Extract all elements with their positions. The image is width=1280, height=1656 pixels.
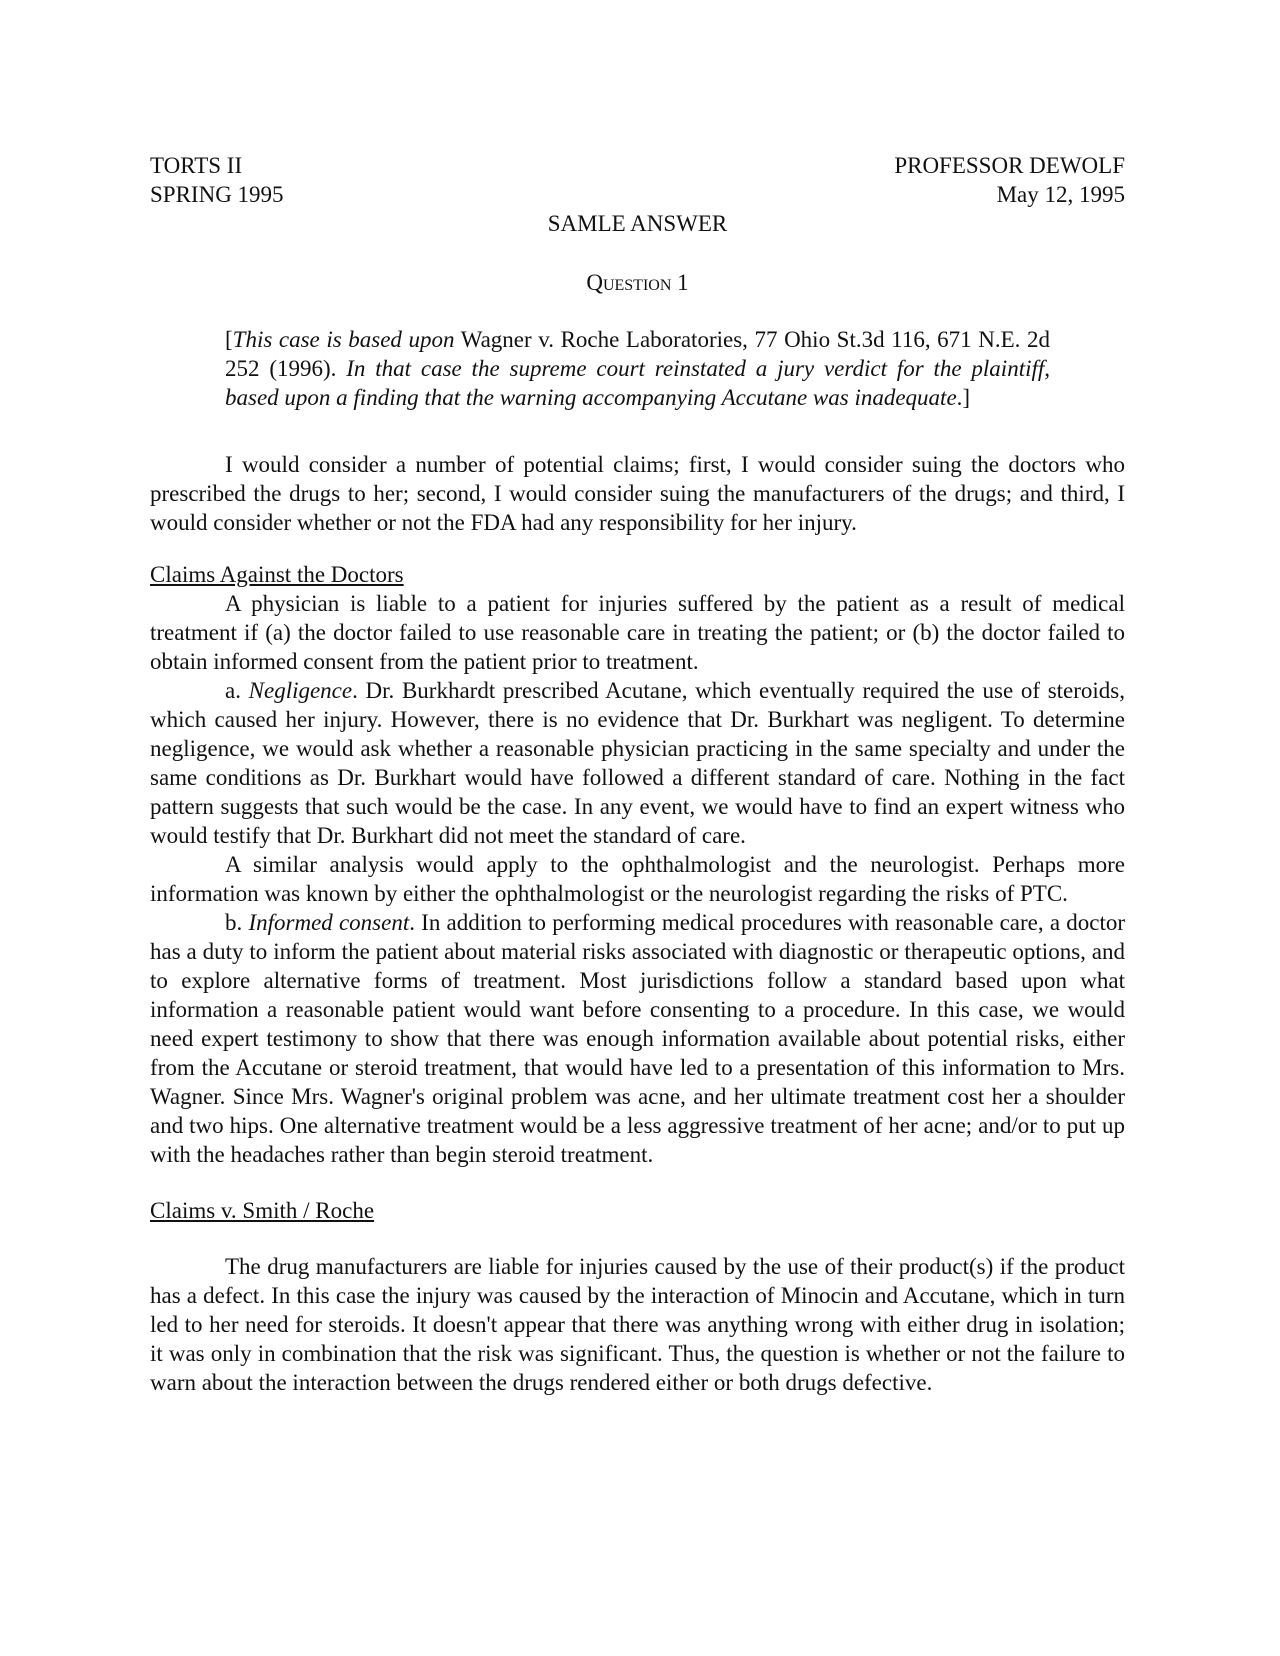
doctors-section (150, 560, 1125, 1169)
question-heading: Question 1 (586, 270, 689, 295)
doctors-heading: Claims Against the Doctors (150, 562, 404, 587)
intro-paragraph: I would consider a number of potential claims; first, I would consider suing the doctors who prescribed the drugs to her; second, I would consider suing the manufacturers of the drugs; and third, I would consider whether or not the FDA had any responsibility for her injury. (150, 452, 1125, 535)
informed-consent-term: Informed consent (248, 910, 410, 935)
header-right (894, 151, 1125, 209)
negligence-text: . Dr. Burkhardt prescribed Acutane, which eventually required the use of steroids, which caused her injury. However, there is no evidence that Dr. Burkhart was negligent. To determine negligence, we would ask whether a reasonable physician practicing in the same specialty and under the same conditions as Dr. Burkhart would have followed a different standard of care. Nothing in the fact pattern suggests that such would be the case. In any event, we would have to find an expert witness who would testify that Dr. Burkhart did not meet the standard of care. (150, 678, 1125, 848)
informed-consent-label: b. (225, 910, 249, 935)
negligence-label: a. (225, 678, 249, 703)
note-citation: Wagner v. Roche Laboratories, 77 Ohio St.3d 116, 671 N.E. 2d 252 (1996). (225, 327, 1050, 381)
roche-heading: Claims v. Smith / Roche (150, 1198, 375, 1223)
roche-paragraph: The drug manufacturers are liable for injuries caused by the use of their product(s) if the product has a defect. In this case the injury was caused by the interaction of Minocin and Accutane, which in turn led to her need for steroids. It doesn't appear that there was anything wrong with either drug in isolation; it was only in combination that the risk was significant. Thus, the question is whether or not the failure to warn about the interaction between the drugs rendered either or both drugs defective. (150, 1254, 1125, 1395)
negligence-term: Negligence (248, 678, 353, 703)
informed-consent-text: . In addition to performing medical procedures with reasonable care, a doctor has a duty to inform the patient about material risks associated with diagnostic or therapeutic options, and to explore alternative forms of treatment. Most jurisdictions follow a standard based upon what information a reasonable patient would want before consenting to a procedure. In this case, we would need expert testimony to show that there was enough information available about potential risks, either from the Accutane or steroid treatment, that would have led to a presentation of this information to Mrs. Wagner. Since Mrs. Wagner's original problem was acne, and her ultimate treatment cost her a shoulder and two hips. One alternative treatment would be a less aggressive treatment of her acne; and/or to put up with the headaches rather than begin steroid treatment. (150, 910, 1126, 1167)
case-note (225, 325, 1050, 412)
page-title: SAMLE ANSWER (547, 211, 728, 236)
course-name: TORTS II (150, 153, 243, 178)
header-left (150, 151, 284, 209)
informed-consent-paragraph (150, 908, 1125, 1169)
doctors-paragraph: A physician is liable to a patient for injuries suffered by the patient as a result of medical treatment if (a) the doctor failed to use reasonable care in treating the patient; or (b) the doctor failed to obtain informed consent from the patient prior to treatment. (150, 591, 1125, 674)
negligence-paragraph (150, 676, 1125, 850)
professor-name: PROFESSOR DEWOLF (894, 153, 1125, 178)
course-term: SPRING 1995 (150, 182, 284, 207)
note-holding: In that case the supreme court reinstated a jury verdict for the plaintiff, based upon a finding that the warning accompanying Accutane was inadequate (225, 356, 1051, 410)
similar-analysis-paragraph: A similar analysis would apply to the ophthalmologist and the neurologist. Perhaps more information was known by either the ophthalmologist or the neurologist regarding the risks of PTC. (150, 852, 1125, 906)
note-intro: This case is based upon (232, 327, 455, 352)
note-close-bracket: .] (956, 385, 971, 410)
note-open-bracket: [ (225, 327, 233, 352)
exam-date: May 12, 1995 (996, 182, 1125, 207)
